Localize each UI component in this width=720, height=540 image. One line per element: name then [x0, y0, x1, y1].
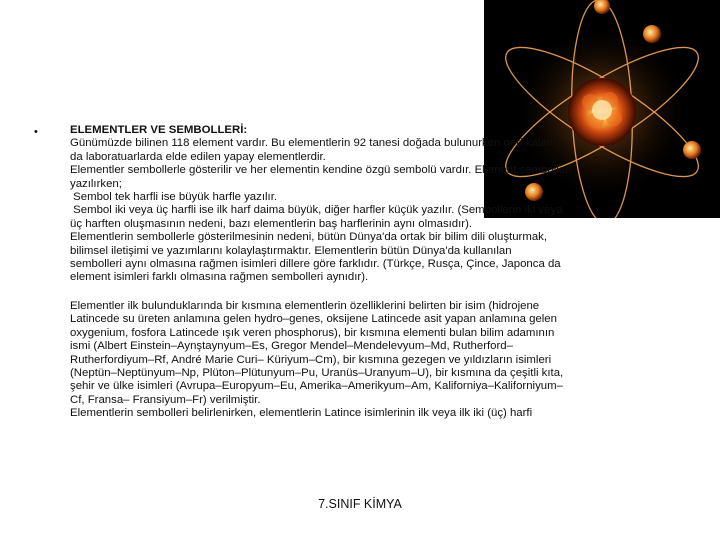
text-line: oxygenium, fosfora Latincede ışık veren phosphorus), bir kısmına elementi bulan bilim adamının	[70, 326, 555, 339]
slide-title: ELEMENTLER VE SEMBOLLERİ:	[70, 124, 248, 136]
text-line: Sembol iki veya üç harfli ise ilk harf daima büyük, diğer harfler küçük yazılır. (Sembollerin iki veya	[70, 204, 563, 217]
text-line: Latincede su üreten anlamına gelen hydro–genes, oksijene Latincede asit yapan anlamına gelen	[70, 313, 557, 326]
text-line: Elementlerin sembollerle gösterilmesinin nedeni, bütün Dünya'da ortak bir bilim dili oluşturmak,	[70, 231, 548, 244]
bullet-marker: •	[34, 126, 38, 138]
slide-body	[70, 124, 682, 421]
paragraph-intro	[70, 137, 682, 284]
text-line: da laboratuarlarda elde edilen yapay elementlerdir.	[70, 150, 326, 163]
text-line: Cf, Fransa– Fransiyum–Fr) verilmiştir.	[70, 393, 261, 406]
text-line: yazılırken;	[70, 177, 122, 190]
text-line: Günümüzde bilinen 118 element vardır. Bu elementlerin 92 tanesi doğada bulunurken geri kalanı	[70, 137, 557, 150]
paragraph-naming	[70, 300, 682, 421]
text-line: Rutherfordiyum–Rf, André Marie Curi– Küriyum–Cm), bir kısmına gezegen ve yıldızların isimleri	[70, 353, 552, 366]
text-line: Elementlerin sembolleri belirlenirken, elementlerin Latince isimlerinin ilk veya ilk iki (üç) harfi	[70, 407, 533, 420]
text-line: ismi (Albert Einstein–Aynştaynyum–Es, Gregor Mendel–Mendelevyum–Md, Rutherford–	[70, 340, 513, 353]
text-line: üç harften oluşmasının nedeni, bazı elementlerin baş harflerinin aynı olmasıdır).	[70, 217, 473, 230]
text-line: element isimleri farklı olmasına rağmen sembolleri aynıdır).	[70, 271, 369, 284]
text-line: (Neptün–Neptünyum–Np, Plüton–Plütunyum–Pu, Uranüs–Uranyum–U), bir kısmına da çeşitli kıta,	[70, 366, 564, 379]
text-line: Elementler ilk bulunduklarında bir kısmına elementlerin özelliklerini belirten bir isim (hidrojene	[70, 299, 540, 312]
text-line: bilimsel iletişimi ve yazımlarını kolaylaştırmaktır. Elementlerin bütün Dünya'da kullanılan	[70, 244, 512, 257]
slide-footer: 7.SINIF KİMYA	[318, 497, 402, 511]
text-line: sembolleri aynı olmasına rağmen isimleri dillere göre farklıdır. (Türkçe, Rusça, Çince, Japonca da	[70, 258, 561, 271]
text-line: Sembol tek harfli ise büyük harfle yazılır.	[70, 191, 278, 204]
text-line: şehir ve ülke isimleri (Avrupa–Europyum–Eu, Amerika–Amerikyum–Am, Kaliforniya–Kaliforniyum–	[70, 380, 563, 393]
text-line: Elementler sembollerle gösterilir ve her elementin kendine özgü sembolü vardır. Element sembolleri	[70, 164, 572, 177]
